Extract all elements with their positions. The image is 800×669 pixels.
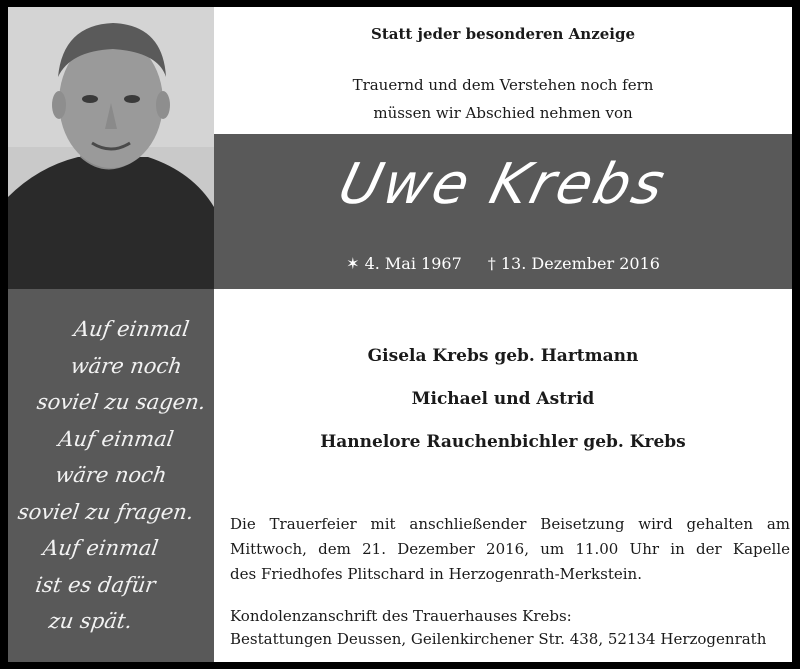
intro-text: [214, 71, 792, 127]
family-member: Hannelore Rauchenbichler geb. Krebs: [320, 432, 686, 452]
death-cross-icon: †: [487, 253, 496, 273]
poem-line: Auf einmal: [72, 317, 191, 341]
death-date: [488, 254, 660, 273]
name-band: [214, 134, 792, 237]
intro-line: Trauernd und dem Verstehen noch fern: [352, 76, 654, 94]
poem-line: Auf einmal: [41, 536, 160, 560]
contact-line: Bestattungen Deussen, Geilenkirchener Str. 438, 52134 Herzogenrath: [230, 630, 767, 648]
life-dates: [214, 237, 792, 289]
birth-star-icon: ✶: [346, 253, 360, 273]
family-member: Michael und Astrid: [411, 389, 595, 409]
portrait-photo: [8, 7, 214, 289]
family-member: Gisela Krebs geb. Hartmann: [367, 346, 639, 366]
poem-line: wäre noch: [69, 353, 184, 378]
obituary-card: [8, 7, 792, 662]
condolence-address: [230, 605, 790, 651]
service-line: Mittwoch, dem 21. Dezember 2016, um 11.00 Uhr in der Kapelle: [230, 540, 790, 558]
intro-line: müssen wir Abschied nehmen von: [373, 104, 633, 122]
notice-heading: Statt jeder besonderen Anzeige: [370, 25, 636, 43]
deceased-name: Uwe Krebs: [332, 152, 674, 217]
poem: [0, 311, 237, 640]
service-details: [230, 512, 790, 587]
poem-line: wäre noch: [53, 463, 169, 487]
birth-date-text: 4. Mai 1967: [364, 253, 462, 273]
poem-line: zu spät.: [47, 609, 134, 633]
poem-line: ist es dafür: [34, 572, 158, 597]
poem-line: soviel zu fragen.: [16, 499, 196, 524]
service-line: Die Trauerfeier mit anschließender Beisetzung wird gehalten am: [230, 515, 790, 533]
poem-line: Auf einmal: [56, 426, 176, 451]
birth-date: [346, 254, 462, 273]
contact-line: Kondolenzanschrift des Trauerhauses Krebs:: [230, 607, 572, 625]
poem-line: soviel zu sagen.: [35, 390, 208, 414]
service-line: des Friedhofes Plitschard in Herzogenrath-Merkstein.: [230, 565, 642, 583]
poem-panel: [8, 289, 214, 662]
death-date-text: 13. Dezember 2016: [500, 253, 660, 273]
